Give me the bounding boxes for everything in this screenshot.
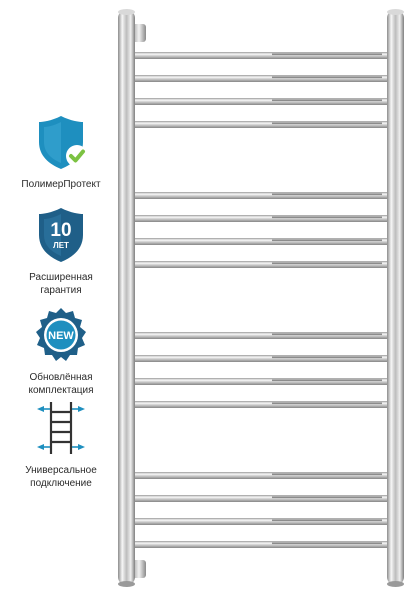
- crossbar-reflection: [272, 520, 382, 522]
- crossbar: [126, 215, 396, 222]
- crossbar: [126, 495, 396, 502]
- feature-universal-connection: [0, 398, 122, 490]
- feature-list: [0, 0, 122, 600]
- feature-label: Универсальное подключение: [25, 465, 97, 489]
- ladder-connection-icon: [31, 398, 91, 458]
- towel-rail-image: [112, 0, 420, 600]
- crossbar-reflection: [272, 497, 382, 499]
- crossbar: [126, 541, 396, 548]
- crossbar-reflection: [272, 357, 382, 359]
- crossbar-reflection: [272, 240, 382, 242]
- right-post-top-cap: [387, 9, 404, 15]
- crossbar-reflection: [272, 54, 382, 56]
- left-post: [118, 10, 135, 585]
- crossbar: [126, 238, 396, 245]
- crossbar-reflection: [272, 100, 382, 102]
- crossbar: [126, 75, 396, 82]
- crossbar: [126, 192, 396, 199]
- feature-polymer-protect: [0, 112, 122, 191]
- shield-check-icon: [31, 112, 91, 172]
- crossbar-reflection: [272, 217, 382, 219]
- crossbar: [126, 121, 396, 128]
- crossbar-reflection: [272, 543, 382, 545]
- crossbar-reflection: [272, 334, 382, 336]
- new-badge-icon: [31, 305, 91, 365]
- crossbar-reflection: [272, 77, 382, 79]
- right-post: [387, 10, 404, 585]
- crossbar-reflection: [272, 474, 382, 476]
- crossbar: [126, 332, 396, 339]
- crossbar: [126, 355, 396, 362]
- warranty-shield-icon: [31, 205, 91, 265]
- crossbar: [126, 52, 396, 59]
- left-post-top-cap: [118, 9, 135, 15]
- crossbar-reflection: [272, 194, 382, 196]
- crossbar-reflection: [272, 123, 382, 125]
- warranty-years: 10: [50, 220, 72, 241]
- crossbar: [126, 401, 396, 408]
- crossbar-reflection: [272, 380, 382, 382]
- crossbars: [126, 52, 396, 548]
- new-badge-text: NEW: [48, 330, 74, 342]
- wall-brackets: [132, 24, 404, 578]
- warranty-unit: ЛЕТ: [53, 241, 69, 250]
- crossbar-reflection: [272, 403, 382, 405]
- crossbar: [126, 378, 396, 385]
- feature-label: ПолимерПротект: [21, 179, 101, 190]
- crossbar: [126, 472, 396, 479]
- crossbar: [126, 518, 396, 525]
- crossbar-reflection: [272, 263, 382, 265]
- crossbar: [126, 261, 396, 268]
- crossbar: [126, 98, 396, 105]
- feature-new-kit: [0, 305, 122, 397]
- feature-label: Расширенная гарантия: [29, 272, 93, 296]
- feature-extended-warranty: [0, 205, 122, 297]
- right-post-bottom-cap: [387, 581, 404, 587]
- feature-label: Обновлённая комплектация: [28, 372, 94, 396]
- left-post-bottom-cap: [118, 581, 135, 587]
